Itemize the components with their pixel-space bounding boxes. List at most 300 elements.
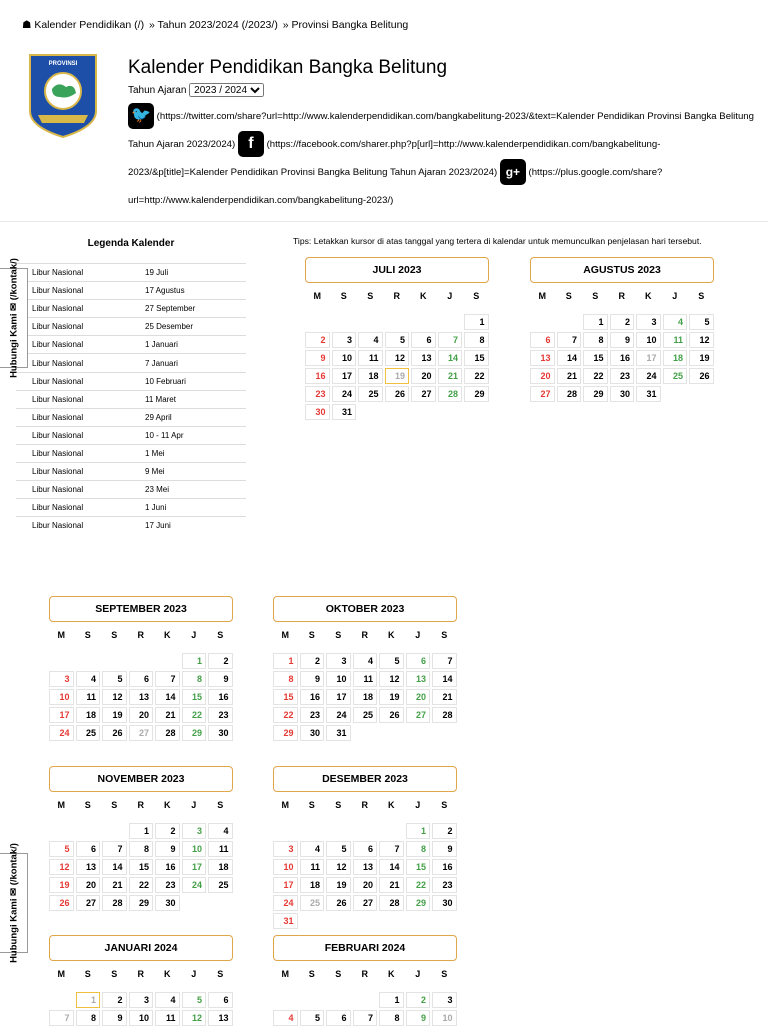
legend-holiday-name: Libur Nasional bbox=[32, 376, 84, 386]
weekday-label: S bbox=[217, 800, 224, 810]
day-cell[interactable]: 22 bbox=[406, 877, 431, 893]
share-links bbox=[128, 103, 754, 215]
weekday-label: J bbox=[415, 630, 421, 640]
day-cell[interactable]: 17 bbox=[182, 859, 207, 875]
day-cell[interactable]: 5 bbox=[300, 1010, 325, 1026]
day-cell[interactable]: 25 bbox=[663, 368, 688, 384]
day-cell[interactable]: 8 bbox=[129, 841, 154, 857]
day-cell[interactable]: 30 bbox=[300, 725, 325, 741]
day-cell[interactable]: 28 bbox=[438, 386, 463, 402]
empty-cell bbox=[102, 653, 127, 669]
day-cell[interactable]: 14 bbox=[379, 859, 404, 875]
day-cell[interactable]: 3 bbox=[636, 314, 661, 330]
month-calendar bbox=[529, 257, 715, 403]
month-calendar bbox=[48, 935, 234, 1027]
breadcrumb-home-link[interactable]: ☗ Kalender Pendidikan (/) bbox=[22, 19, 145, 31]
weekday-label: M bbox=[281, 800, 289, 810]
day-cell[interactable]: 19 bbox=[49, 877, 74, 893]
day-cell[interactable]: 9 bbox=[155, 841, 180, 857]
weekday-label: M bbox=[57, 630, 65, 640]
day-cell[interactable]: 22 bbox=[273, 707, 298, 723]
day-cell[interactable]: 9 bbox=[208, 671, 233, 687]
day-cell[interactable]: 6 bbox=[208, 992, 233, 1008]
legend-holiday-name: Libur Nasional bbox=[32, 430, 84, 440]
day-cell[interactable]: 5 bbox=[102, 671, 127, 687]
day-cell[interactable]: 29 bbox=[464, 386, 489, 402]
day-cell[interactable]: 11 bbox=[663, 332, 688, 348]
day-cell[interactable]: 22 bbox=[129, 877, 154, 893]
day-cell[interactable]: 1 bbox=[182, 653, 207, 669]
day-cell[interactable]: 1 bbox=[583, 314, 608, 330]
day-cell[interactable]: 29 bbox=[583, 386, 608, 402]
day-cell[interactable]: 29 bbox=[273, 725, 298, 741]
day-cell[interactable]: 19 bbox=[385, 368, 410, 384]
weekday-label: R bbox=[618, 291, 625, 301]
day-cell[interactable]: 28 bbox=[557, 386, 582, 402]
day-cell[interactable]: 21 bbox=[102, 877, 127, 893]
month-header: JULI 2023 bbox=[305, 257, 489, 283]
day-cell[interactable]: 27 bbox=[530, 386, 555, 402]
day-cell[interactable]: 25 bbox=[208, 877, 233, 893]
day-cell[interactable]: 30 bbox=[208, 725, 233, 741]
day-cell[interactable]: 16 bbox=[208, 689, 233, 705]
day-cell[interactable]: 19 bbox=[689, 350, 714, 366]
day-cell[interactable]: 24 bbox=[49, 725, 74, 741]
empty-cell bbox=[102, 823, 127, 839]
day-cell[interactable]: 1 bbox=[379, 992, 404, 1008]
legend-row bbox=[16, 372, 246, 390]
day-cell[interactable]: 31 bbox=[332, 404, 357, 420]
weekday-label: S bbox=[340, 291, 347, 301]
day-cell[interactable]: 4 bbox=[155, 992, 180, 1008]
day-cell[interactable]: 23 bbox=[155, 877, 180, 893]
legend-holiday-date: 27 September bbox=[145, 304, 196, 314]
empty-cell bbox=[353, 992, 378, 1008]
empty-cell bbox=[353, 823, 378, 839]
day-cell[interactable]: 15 bbox=[273, 689, 298, 705]
day-cell[interactable]: 21 bbox=[379, 877, 404, 893]
day-cell[interactable]: 12 bbox=[385, 350, 410, 366]
day-cell[interactable]: 18 bbox=[300, 877, 325, 893]
day-cell[interactable]: 16 bbox=[300, 689, 325, 705]
day-cell[interactable]: 3 bbox=[49, 671, 74, 687]
weekday-label: S bbox=[84, 630, 91, 640]
day-cell[interactable]: 1 bbox=[406, 823, 431, 839]
day-cell[interactable]: 11 bbox=[208, 841, 233, 857]
day-cell[interactable]: 9 bbox=[300, 671, 325, 687]
day-cell[interactable]: 20 bbox=[76, 877, 101, 893]
day-cell[interactable]: 9 bbox=[432, 841, 457, 857]
weekday-label: J bbox=[447, 291, 453, 301]
weekday-label: K bbox=[388, 969, 395, 979]
contact-side-label[interactable]: Hubungi Kami ✉ (/kontak/) bbox=[8, 843, 19, 963]
day-cell[interactable]: 17 bbox=[273, 877, 298, 893]
day-cell[interactable]: 10 bbox=[129, 1010, 154, 1026]
day-cell[interactable]: 21 bbox=[557, 368, 582, 384]
day-cell[interactable]: 30 bbox=[305, 404, 330, 420]
legend-row bbox=[16, 462, 246, 480]
weekday-label: J bbox=[672, 291, 678, 301]
day-cell[interactable]: 4 bbox=[358, 332, 383, 348]
day-cell[interactable]: 21 bbox=[155, 707, 180, 723]
month-calendar bbox=[272, 766, 458, 930]
day-cell[interactable]: 10 bbox=[273, 859, 298, 875]
day-cell[interactable]: 25 bbox=[300, 895, 325, 911]
day-cell[interactable]: 19 bbox=[379, 689, 404, 705]
google-plus-icon[interactable]: g+ bbox=[500, 159, 526, 185]
empty-cell bbox=[438, 314, 463, 330]
day-cell[interactable]: 26 bbox=[326, 895, 351, 911]
day-cell[interactable]: 10 bbox=[636, 332, 661, 348]
day-cell[interactable]: 12 bbox=[102, 689, 127, 705]
day-cell[interactable]: 8 bbox=[464, 332, 489, 348]
legend-holiday-name: Libur Nasional bbox=[32, 268, 84, 278]
page-title: Kalender Pendidikan Bangka Belitung bbox=[128, 57, 448, 78]
day-cell[interactable]: 5 bbox=[379, 653, 404, 669]
day-cell[interactable]: 24 bbox=[182, 877, 207, 893]
day-cell[interactable]: 7 bbox=[432, 653, 457, 669]
contact-side-tab[interactable] bbox=[0, 258, 28, 378]
legend-holiday-date: 10 - 11 Apr bbox=[145, 430, 184, 440]
legend-holiday-date: 17 Agustus bbox=[145, 286, 185, 296]
day-cell[interactable]: 25 bbox=[76, 725, 101, 741]
day-cell[interactable]: 2 bbox=[300, 653, 325, 669]
weekday-label: M bbox=[57, 969, 65, 979]
weekday-label: S bbox=[473, 291, 480, 301]
legend-holiday-name: Libur Nasional bbox=[32, 448, 84, 458]
day-cell[interactable]: 24 bbox=[636, 368, 661, 384]
day-cell[interactable]: 11 bbox=[358, 350, 383, 366]
day-cell[interactable]: 28 bbox=[102, 895, 127, 911]
day-cell[interactable]: 11 bbox=[353, 671, 378, 687]
day-cell[interactable]: 17 bbox=[636, 350, 661, 366]
day-cell[interactable]: 2 bbox=[102, 992, 127, 1008]
day-cell[interactable]: 10 bbox=[326, 671, 351, 687]
day-cell[interactable]: 30 bbox=[610, 386, 635, 402]
day-cell[interactable]: 1 bbox=[76, 992, 101, 1008]
day-cell[interactable]: 30 bbox=[155, 895, 180, 911]
empty-cell bbox=[76, 653, 101, 669]
day-cell[interactable]: 3 bbox=[273, 841, 298, 857]
day-cell[interactable]: 13 bbox=[76, 859, 101, 875]
day-cell[interactable]: 20 bbox=[406, 689, 431, 705]
divider bbox=[0, 221, 768, 222]
day-cell[interactable]: 2 bbox=[208, 653, 233, 669]
weekday-label: S bbox=[335, 800, 342, 810]
legend-holiday-name: Libur Nasional bbox=[32, 467, 84, 477]
day-cell[interactable]: 31 bbox=[273, 913, 298, 929]
day-cell[interactable]: 12 bbox=[326, 859, 351, 875]
weekday-label: S bbox=[217, 630, 224, 640]
day-cell[interactable]: 25 bbox=[358, 386, 383, 402]
day-cell[interactable]: 23 bbox=[432, 877, 457, 893]
facebook-share-link[interactable]: (https://facebook.com/sharer.php?p[url]=http://www.kalenderpendidikan.com/bangkabelitung-2023/&p[title]=Kalender Pendidikan Provinsi Bangka Belitung Tahun Ajaran 2023/2024) bbox=[128, 139, 661, 178]
weekday-label: S bbox=[84, 800, 91, 810]
day-cell[interactable]: 8 bbox=[406, 841, 431, 857]
day-cell[interactable]: 14 bbox=[155, 689, 180, 705]
day-cell[interactable]: 3 bbox=[326, 653, 351, 669]
empty-cell bbox=[273, 992, 298, 1008]
day-cell[interactable]: 20 bbox=[129, 707, 154, 723]
day-cell[interactable]: 31 bbox=[636, 386, 661, 402]
day-cell[interactable]: 10 bbox=[432, 1010, 457, 1026]
day-cell[interactable]: 16 bbox=[155, 859, 180, 875]
weekday-label: K bbox=[164, 969, 171, 979]
day-cell[interactable]: 5 bbox=[326, 841, 351, 857]
day-cell[interactable]: 27 bbox=[406, 707, 431, 723]
weekday-label: R bbox=[361, 969, 368, 979]
day-cell[interactable]: 22 bbox=[464, 368, 489, 384]
day-cell[interactable]: 18 bbox=[353, 689, 378, 705]
day-cell[interactable]: 24 bbox=[326, 707, 351, 723]
day-cell[interactable]: 27 bbox=[353, 895, 378, 911]
day-cell[interactable]: 18 bbox=[208, 859, 233, 875]
day-cell[interactable]: 30 bbox=[432, 895, 457, 911]
day-cell[interactable]: 4 bbox=[353, 653, 378, 669]
day-cell[interactable]: 5 bbox=[385, 332, 410, 348]
empty-cell bbox=[49, 992, 74, 1008]
day-cell[interactable]: 8 bbox=[182, 671, 207, 687]
contact-side-label[interactable]: Hubungi Kami ✉ (/kontak/) bbox=[8, 258, 19, 378]
day-grid bbox=[48, 652, 234, 742]
day-cell[interactable]: 4 bbox=[208, 823, 233, 839]
day-cell[interactable]: 13 bbox=[411, 350, 436, 366]
day-cell[interactable]: 7 bbox=[379, 841, 404, 857]
weekday-label: R bbox=[137, 630, 144, 640]
day-cell[interactable]: 14 bbox=[438, 350, 463, 366]
weekday-label: K bbox=[420, 291, 427, 301]
day-cell[interactable]: 25 bbox=[353, 707, 378, 723]
day-cell[interactable]: 1 bbox=[273, 653, 298, 669]
legend-holiday-name: Libur Nasional bbox=[32, 485, 84, 495]
day-cell[interactable]: 8 bbox=[273, 671, 298, 687]
day-cell[interactable]: 23 bbox=[305, 386, 330, 402]
google-share-link[interactable]: (https://plus.google.com/share?url=http://www.kalenderpendidikan.com/bangkabelitung-2023/) bbox=[128, 167, 663, 206]
day-cell[interactable]: 26 bbox=[385, 386, 410, 402]
day-cell[interactable]: 19 bbox=[102, 707, 127, 723]
day-cell[interactable]: 18 bbox=[358, 368, 383, 384]
weekday-label: J bbox=[191, 969, 197, 979]
month-calendar bbox=[304, 257, 490, 421]
day-cell[interactable]: 5 bbox=[182, 992, 207, 1008]
day-grid bbox=[272, 822, 458, 930]
day-cell[interactable]: 6 bbox=[129, 671, 154, 687]
weekday-label: K bbox=[388, 630, 395, 640]
day-cell[interactable]: 10 bbox=[49, 689, 74, 705]
day-cell[interactable]: 21 bbox=[438, 368, 463, 384]
day-cell[interactable]: 2 bbox=[406, 992, 431, 1008]
legend-holiday-date: 1 Januari bbox=[145, 340, 178, 350]
day-cell[interactable]: 4 bbox=[273, 1010, 298, 1026]
day-cell[interactable]: 6 bbox=[353, 841, 378, 857]
day-cell[interactable]: 28 bbox=[432, 707, 457, 723]
legend-row bbox=[16, 317, 246, 335]
day-cell[interactable]: 13 bbox=[406, 671, 431, 687]
day-cell[interactable]: 15 bbox=[464, 350, 489, 366]
day-cell[interactable]: 26 bbox=[49, 895, 74, 911]
day-cell[interactable]: 6 bbox=[76, 841, 101, 857]
day-cell[interactable]: 16 bbox=[610, 350, 635, 366]
day-cell[interactable]: 22 bbox=[583, 368, 608, 384]
day-cell[interactable]: 13 bbox=[208, 1010, 233, 1026]
day-cell[interactable]: 1 bbox=[464, 314, 489, 330]
twitter-icon[interactable]: 🐦 bbox=[128, 103, 154, 129]
day-cell[interactable]: 12 bbox=[49, 859, 74, 875]
day-cell[interactable]: 13 bbox=[353, 859, 378, 875]
weekday-label: K bbox=[164, 800, 171, 810]
day-cell[interactable]: 31 bbox=[326, 725, 351, 741]
weekday-row bbox=[48, 969, 234, 983]
day-cell[interactable]: 19 bbox=[326, 877, 351, 893]
day-cell[interactable]: 8 bbox=[583, 332, 608, 348]
day-cell[interactable]: 2 bbox=[610, 314, 635, 330]
day-cell[interactable]: 27 bbox=[76, 895, 101, 911]
day-cell[interactable]: 27 bbox=[411, 386, 436, 402]
empty-cell bbox=[305, 314, 330, 330]
day-cell[interactable]: 28 bbox=[379, 895, 404, 911]
day-cell[interactable]: 17 bbox=[326, 689, 351, 705]
day-cell[interactable]: 15 bbox=[129, 859, 154, 875]
day-cell[interactable]: 13 bbox=[530, 350, 555, 366]
day-cell[interactable]: 7 bbox=[353, 1010, 378, 1026]
day-cell[interactable]: 3 bbox=[129, 992, 154, 1008]
legend-holiday-name: Libur Nasional bbox=[32, 412, 84, 422]
day-cell[interactable]: 4 bbox=[663, 314, 688, 330]
day-cell[interactable]: 21 bbox=[432, 689, 457, 705]
weekday-label: J bbox=[191, 630, 197, 640]
day-cell[interactable]: 3 bbox=[432, 992, 457, 1008]
day-cell[interactable]: 16 bbox=[305, 368, 330, 384]
day-cell[interactable]: 6 bbox=[406, 653, 431, 669]
day-cell[interactable]: 26 bbox=[102, 725, 127, 741]
day-cell[interactable]: 26 bbox=[379, 707, 404, 723]
day-cell[interactable]: 10 bbox=[332, 350, 357, 366]
day-cell[interactable]: 29 bbox=[406, 895, 431, 911]
day-cell[interactable]: 18 bbox=[663, 350, 688, 366]
day-grid bbox=[48, 991, 234, 1027]
day-cell[interactable]: 4 bbox=[300, 841, 325, 857]
empty-cell bbox=[411, 314, 436, 330]
day-cell[interactable]: 17 bbox=[49, 707, 74, 723]
day-cell[interactable]: 23 bbox=[610, 368, 635, 384]
day-cell[interactable]: 5 bbox=[689, 314, 714, 330]
day-cell[interactable]: 2 bbox=[155, 823, 180, 839]
day-cell[interactable]: 15 bbox=[583, 350, 608, 366]
weekday-row bbox=[48, 800, 234, 814]
day-cell[interactable]: 14 bbox=[557, 350, 582, 366]
day-cell[interactable]: 20 bbox=[353, 877, 378, 893]
day-cell[interactable]: 29 bbox=[129, 895, 154, 911]
day-cell[interactable]: 24 bbox=[332, 386, 357, 402]
day-cell[interactable]: 9 bbox=[102, 1010, 127, 1026]
day-cell[interactable]: 20 bbox=[530, 368, 555, 384]
breadcrumb-year-link[interactable]: » Tahun 2023/2024 (/2023/) bbox=[148, 19, 278, 31]
day-cell[interactable]: 7 bbox=[102, 841, 127, 857]
day-cell[interactable]: 1 bbox=[129, 823, 154, 839]
twitter-share-link[interactable]: (https://twitter.com/share?url=http://www.kalenderpendidikan.com/bangkabelitung-2023/&text=Kalender Pendidikan Provinsi Bangka Belitung Tahun Ajaran 2023/2024) bbox=[128, 111, 754, 150]
day-cell[interactable]: 3 bbox=[182, 823, 207, 839]
province-logo bbox=[28, 53, 98, 139]
day-cell[interactable]: 11 bbox=[76, 689, 101, 705]
day-cell[interactable]: 9 bbox=[305, 350, 330, 366]
legend-holiday-name: Libur Nasional bbox=[32, 358, 84, 368]
day-cell[interactable]: 11 bbox=[155, 1010, 180, 1026]
day-cell[interactable]: 6 bbox=[326, 1010, 351, 1026]
legend-table bbox=[16, 263, 246, 534]
day-cell[interactable]: 22 bbox=[182, 707, 207, 723]
legend-row bbox=[16, 299, 246, 317]
day-cell[interactable]: 3 bbox=[332, 332, 357, 348]
contact-side-tab[interactable] bbox=[0, 843, 28, 963]
day-cell[interactable]: 18 bbox=[76, 707, 101, 723]
weekday-label: M bbox=[281, 969, 289, 979]
day-cell[interactable]: 15 bbox=[406, 859, 431, 875]
facebook-icon[interactable]: f bbox=[238, 131, 264, 157]
legend-row bbox=[16, 498, 246, 516]
weekday-label: S bbox=[308, 800, 315, 810]
day-cell[interactable]: 12 bbox=[379, 671, 404, 687]
day-cell[interactable]: 23 bbox=[208, 707, 233, 723]
weekday-label: R bbox=[361, 800, 368, 810]
day-cell[interactable]: 20 bbox=[411, 368, 436, 384]
tahun-select[interactable] bbox=[189, 83, 264, 97]
day-cell[interactable]: 29 bbox=[182, 725, 207, 741]
weekday-label: M bbox=[538, 291, 546, 301]
day-cell[interactable]: 4 bbox=[76, 671, 101, 687]
day-cell[interactable]: 14 bbox=[432, 671, 457, 687]
day-cell[interactable]: 17 bbox=[332, 368, 357, 384]
day-cell[interactable]: 9 bbox=[610, 332, 635, 348]
legend-holiday-date: 10 Februari bbox=[145, 376, 186, 386]
day-cell[interactable]: 7 bbox=[49, 1010, 74, 1026]
day-cell[interactable]: 23 bbox=[300, 707, 325, 723]
weekday-label: J bbox=[415, 800, 421, 810]
day-cell[interactable]: 8 bbox=[76, 1010, 101, 1026]
day-cell[interactable]: 12 bbox=[182, 1010, 207, 1026]
day-cell[interactable]: 2 bbox=[305, 332, 330, 348]
day-cell[interactable]: 15 bbox=[182, 689, 207, 705]
day-cell[interactable]: 6 bbox=[530, 332, 555, 348]
legend-row bbox=[16, 390, 246, 408]
month-header: SEPTEMBER 2023 bbox=[49, 596, 233, 622]
day-cell[interactable]: 26 bbox=[689, 368, 714, 384]
day-cell[interactable]: 11 bbox=[300, 859, 325, 875]
day-cell[interactable]: 12 bbox=[689, 332, 714, 348]
day-cell[interactable]: 14 bbox=[102, 859, 127, 875]
day-cell[interactable]: 8 bbox=[379, 1010, 404, 1026]
day-cell[interactable]: 7 bbox=[557, 332, 582, 348]
day-cell[interactable]: 6 bbox=[411, 332, 436, 348]
day-cell[interactable]: 24 bbox=[273, 895, 298, 911]
month-calendar bbox=[48, 596, 234, 742]
day-cell[interactable]: 10 bbox=[182, 841, 207, 857]
month-calendar bbox=[48, 766, 234, 912]
weekday-label: S bbox=[111, 800, 118, 810]
day-cell[interactable]: 5 bbox=[49, 841, 74, 857]
day-cell[interactable]: 7 bbox=[438, 332, 463, 348]
day-cell[interactable]: 2 bbox=[432, 823, 457, 839]
weekday-label: S bbox=[441, 630, 448, 640]
day-cell[interactable]: 13 bbox=[129, 689, 154, 705]
weekday-label: S bbox=[308, 969, 315, 979]
day-cell[interactable]: 28 bbox=[155, 725, 180, 741]
day-cell[interactable]: 16 bbox=[432, 859, 457, 875]
day-cell[interactable]: 7 bbox=[155, 671, 180, 687]
empty-cell bbox=[358, 314, 383, 330]
day-cell[interactable]: 27 bbox=[129, 725, 154, 741]
day-cell[interactable]: 9 bbox=[406, 1010, 431, 1026]
month-calendar bbox=[272, 596, 458, 742]
